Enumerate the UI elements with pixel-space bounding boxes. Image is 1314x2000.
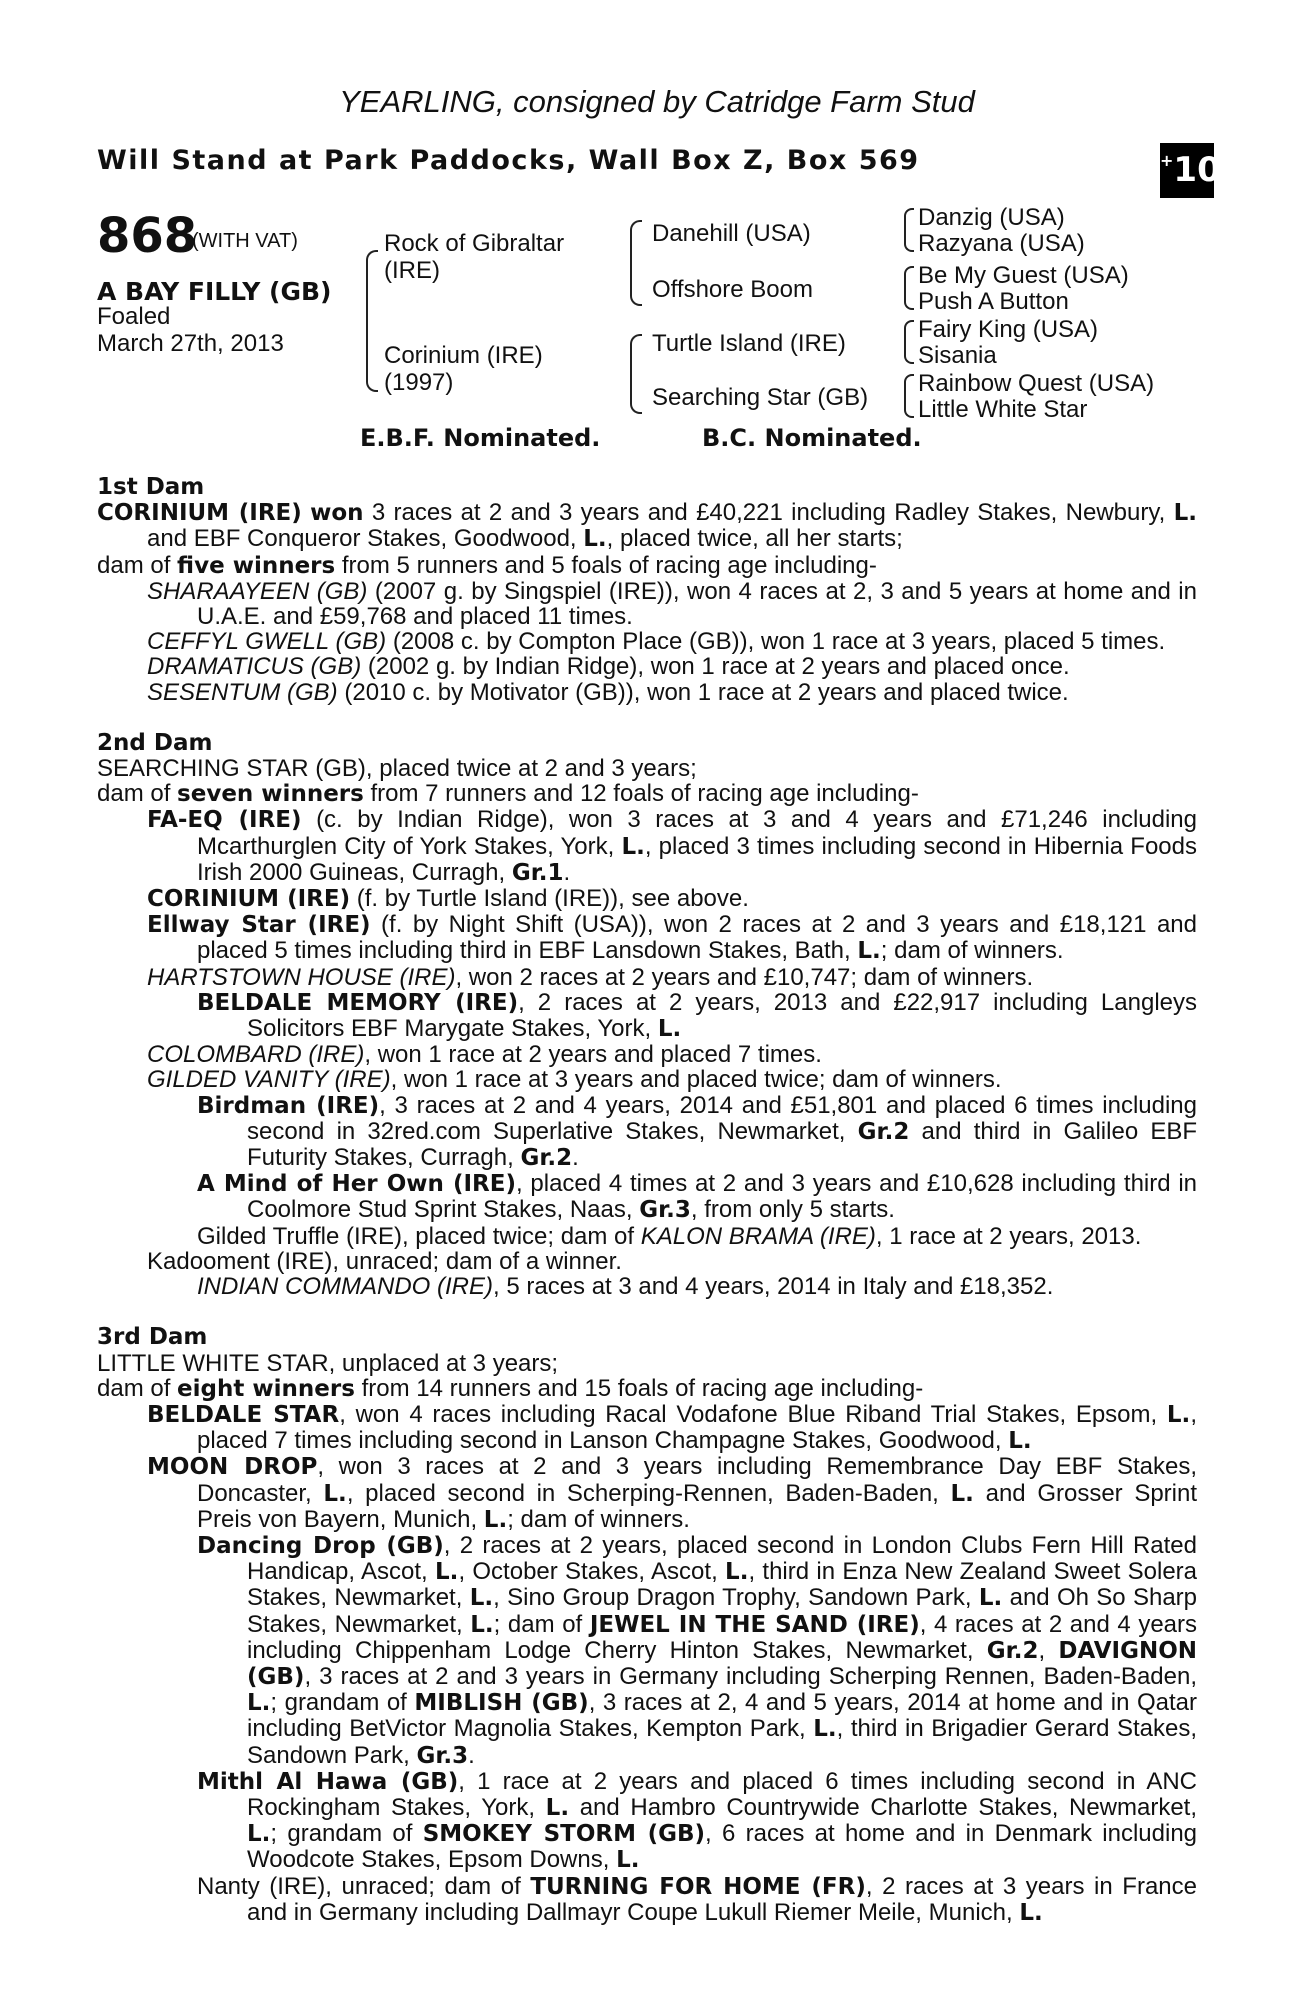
section-gap (97, 1299, 1197, 1325)
dam-line1: Corinium (IRE) (384, 342, 543, 369)
second-dam-intro: SEARCHING STAR (GB), placed twice at 2 and 3 years; (97, 755, 697, 783)
lot-number: 868 (97, 208, 198, 264)
bc-nominated: B.C. Nominated. (702, 424, 922, 452)
list-item: Mithl Al Hawa (GB), 1 race at 2 years and placed 6 times including second in ANC Rockingham Stakes, York, L. and Hambro Countrywide Charlotte Stakes, Newmarket, L.; grandam of SMOKEY STORM (GB), 6 races at home and in Denmark including Woodcote Stakes, Epsom Downs, L. (197, 1767, 1198, 1874)
first-dam-produce: dam of five winners from 5 runners and 5 foals of racing age including- (97, 551, 877, 579)
list-item: Dancing Drop (GB), 2 races at 2 years, placed second in London Clubs Fern Hill Rated Handicap, Ascot, L., October Stakes, Ascot, L., third in Enza New Zealand Sweet Solera Stakes, Newmarket, L., Sino Group Dragon Trophy, Sandown Park, L. and Oh So Sharp Stakes, Newmarket, L.; dam of JEWEL IN THE SAND (IRE), 4 races at 2 and 4 years including Chippenham Lodge Cherry Hinton Stakes, Newmarket, Gr.2, DAVIGNON (GB), 3 races at 2 and 3 years in Germany including Scherping Rennen, Baden-Baden, L.; grandam of MIBLISH (GB), 3 races at 2, 4 and 5 years, 2014 at home and in Qatar including BetVictor Magnolia Stakes, Kempton Park, L., third in Brigadier Gerard Stakes, Sandown Park, Gr.3. (197, 1531, 1198, 1769)
first-dam-heading: 1st Dam (97, 474, 205, 500)
list-item: Birdman (IRE), 3 races at 2 and 4 years, 2014 and £51,801 and placed 6 times including second in 32red.com Superlative Stakes, Newmarket, Gr.2 and third in Galileo EBF Futurity Stakes, Curragh, Gr.2. (197, 1091, 1198, 1172)
sire-sire: Danehill (USA) (652, 220, 811, 247)
badge-number: 10 (1173, 150, 1221, 190)
brace-dam (630, 334, 642, 414)
list-item: HARTSTOWN HOUSE (IRE), won 2 races at 2 years and £10,747; dam of winners. (147, 963, 1034, 991)
foaled-date: March 27th, 2013 (97, 330, 284, 357)
brace-sd (904, 266, 914, 310)
dam-line2: (1997) (384, 369, 454, 396)
ggp-6: Sisania (918, 342, 997, 369)
list-item: GILDED VANITY (IRE), won 1 race at 3 years and placed twice; dam of winners. (147, 1066, 1002, 1094)
brace-ss (904, 208, 914, 252)
badge-plus: + (1160, 151, 1174, 170)
list-item: A Mind of Her Own (IRE), placed 4 times at 2 and 3 years and £10,628 including third in Coolmore Stud Sprint Stakes, Naas, Gr.3, from only 5 starts. (197, 1170, 1197, 1224)
horse-name: A BAY FILLY (GB) (97, 277, 332, 306)
list-item: COLOMBARD (IRE), won 1 race at 2 years and placed 7 times. (147, 1041, 822, 1069)
third-dam-heading: 3rd Dam (97, 1324, 208, 1351)
list-item: FA-EQ (IRE) (c. by Indian Ridge), won 3 races at 3 and 4 years and £71,246 including Mcarthurglen City of York Stakes, York, L., placed 3 times including second in Hibernia Foods Irish 2000 Guineas, Curragh, Gr.1. (147, 806, 1197, 886)
list-item: BELDALE MEMORY (IRE), 2 races at 2 years, 2013 and £22,917 including Langleys Solicitors EBF Marygate Stakes, York, L. (197, 988, 1198, 1043)
second-dam-heading: 2nd Dam (97, 729, 213, 756)
sire-line2: (IRE) (384, 257, 440, 284)
dam-name (384, 342, 543, 396)
brace-sire-dam (366, 250, 378, 392)
foaled-info (97, 303, 284, 357)
stand-location: Will Stand at Park Paddocks, Wall Box Z, Box 569 (97, 145, 920, 176)
list-item: Kadooment (IRE), unraced; dam of a winner. (147, 1247, 622, 1275)
page-title: YEARLING, consigned by Catridge Farm Stud (339, 84, 975, 119)
second-dam-produce: dam of seven winners from 7 runners and 12 foals of racing age including- (97, 780, 919, 808)
third-dam-intro: LITTLE WHITE STAR, unplaced at 3 years; (97, 1349, 559, 1377)
list-item: SESENTUM (GB) (2010 c. by Motivator (GB)), won 1 race at 2 years and placed twice. (147, 678, 1069, 706)
list-item: MOON DROP, won 3 races at 2 and 3 years including Remembrance Day EBF Stakes, Doncaster, L., placed second in Scherping-Rennen, Baden-Baden, L. and Grosser Sprint Preis von Bayern, Munich, L.; dam of winners. (147, 1453, 1198, 1533)
brace-dd (904, 374, 914, 418)
vat-note: (WITH VAT) (192, 230, 298, 252)
list-item: CORINIUM (IRE) (f. by Turtle Island (IRE)), see above. (147, 885, 749, 913)
ggp-8: Little White Star (918, 396, 1088, 423)
brace-sire (630, 220, 642, 306)
list-item: Nanty (IRE), unraced; dam of TURNING FOR HOME (FR), 2 races at 3 years in France and in Germany including Dallmayr Coupe Lukull Riemer Meile, Munich, L. (197, 1872, 1197, 1926)
section-gap (97, 705, 1197, 731)
first-dam-record: CORINIUM (IRE) won 3 races at 2 and 3 years and £40,221 including Radley Stakes, Newbury, L. and EBF Conqueror Stakes, Goodwood, L., placed twice, all her starts; (97, 499, 1197, 553)
ggp-1: Danzig (USA) (918, 204, 1065, 231)
lot-badge (1160, 143, 1221, 198)
ggp-3: Be My Guest (USA) (918, 262, 1129, 289)
list-item: CEFFYL GWELL (GB) (2008 c. by Compton Place (GB)), won 1 race at 3 years, placed 5 times. (147, 628, 1166, 656)
sire-dam: Offshore Boom (652, 276, 813, 303)
dam-sire: Turtle Island (IRE) (652, 330, 846, 357)
ggp-5: Fairy King (USA) (918, 316, 1099, 343)
dam-dam: Searching Star (GB) (652, 384, 869, 411)
list-item: BELDALE STAR, won 4 races including Racal Vodafone Blue Riband Trial Stakes, Epsom, L., placed 7 times including second in Lanson Champagne Stakes, Goodwood, L. (147, 1400, 1197, 1455)
ggp-4: Push A Button (918, 288, 1069, 315)
list-item: Gilded Truffle (IRE), placed twice; dam of KALON BRAMA (IRE), 1 race at 2 years, 2013. (197, 1222, 1142, 1250)
sire-name (384, 230, 564, 284)
catalogue-body (97, 475, 1197, 1926)
list-item: SHARAAYEEN (GB) (2007 g. by Singspiel (IRE)), won 4 races at 2, 3 and 5 years at home and in U.A.E. and £59,768 and placed 11 times. (147, 577, 1197, 631)
foaled-label: Foaled (97, 303, 171, 330)
ebf-nominated: E.B.F. Nominated. (360, 424, 601, 452)
brace-ds (904, 320, 914, 364)
sire-line1: Rock of Gibraltar (384, 230, 565, 257)
list-item: Ellway Star (IRE) (f. by Night Shift (USA)), won 2 races at 2 and 3 years and £18,121 and placed 5 times including third in EBF Lansdown Stakes, Bath, L.; dam of winners. (147, 911, 1197, 965)
list-item: DRAMATICUS (GB) (2002 g. by Indian Ridge), won 1 race at 2 years and placed once. (147, 653, 1070, 681)
ggp-2: Razyana (USA) (918, 230, 1085, 257)
third-dam-produce: dam of eight winners from 14 runners and 15 foals of racing age including- (97, 1374, 924, 1402)
list-item: INDIAN COMMANDO (IRE), 5 races at 3 and 4 years, 2014 in Italy and £18,352. (197, 1273, 1054, 1301)
ggp-7: Rainbow Quest (USA) (918, 370, 1155, 397)
